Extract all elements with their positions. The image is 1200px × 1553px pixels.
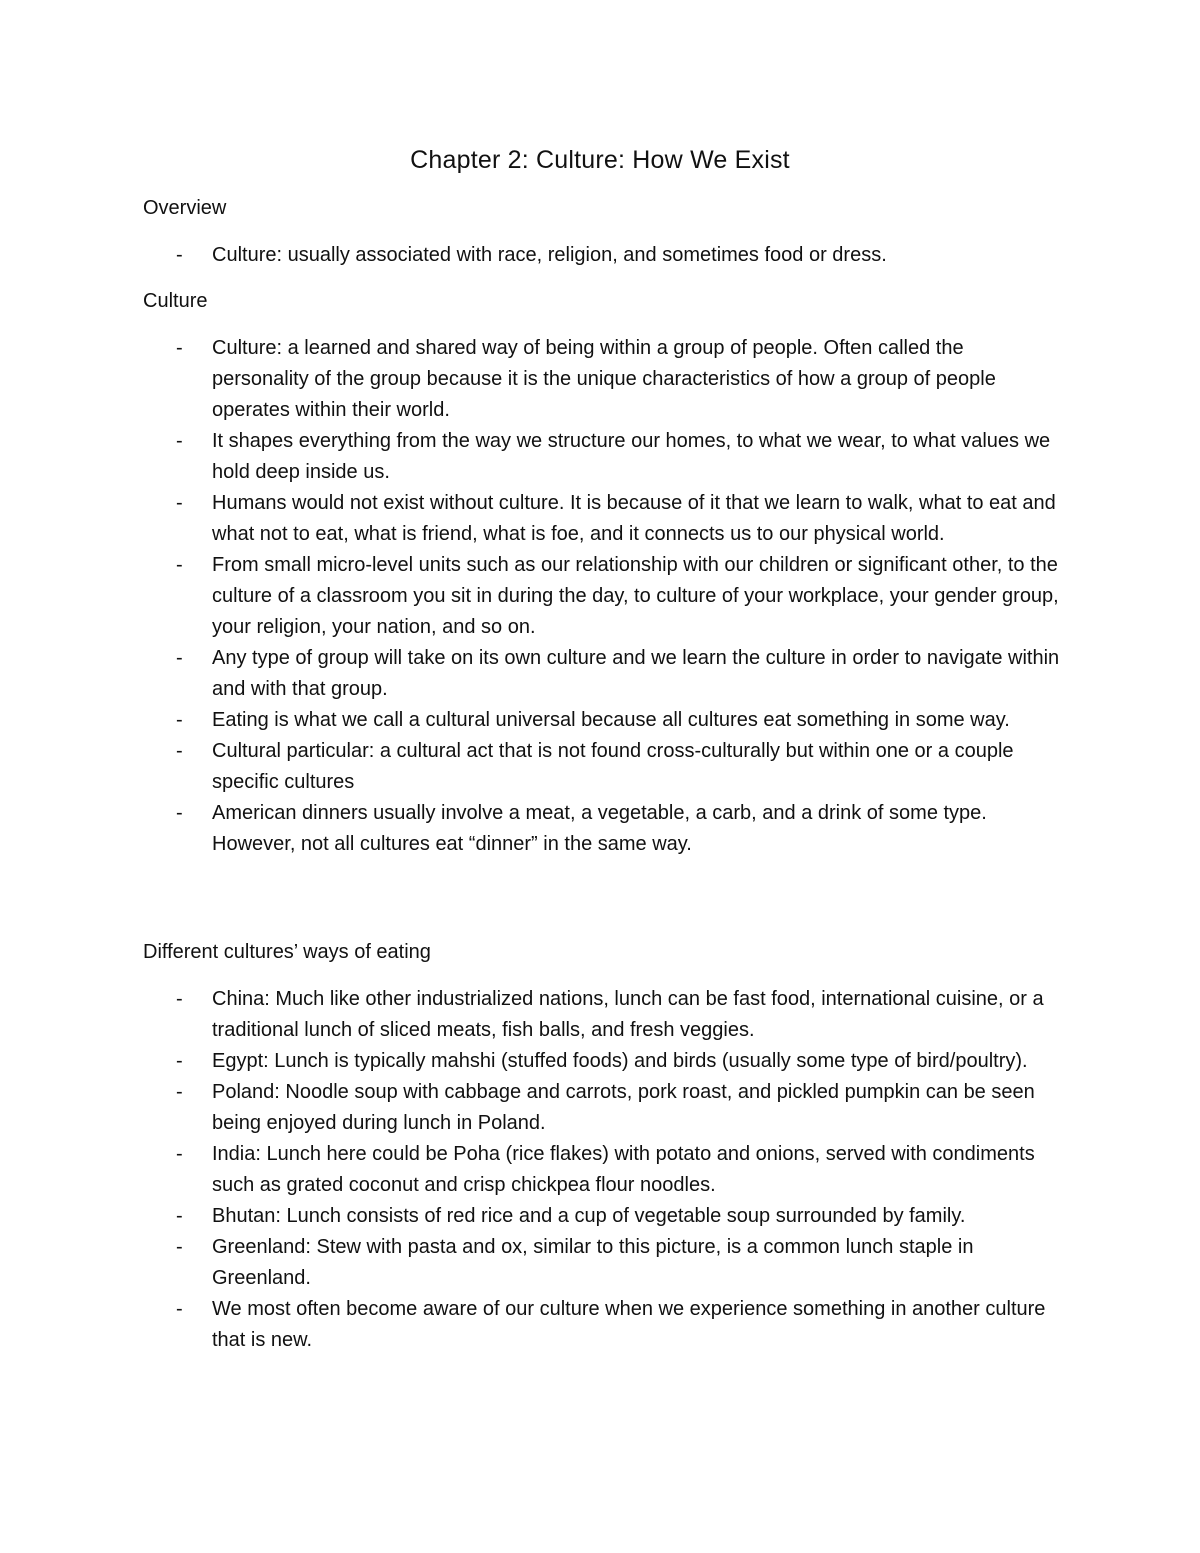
list-item-text: From small micro-level units such as our relationship with our children or significant other, to the culture of a classroom you sit in during the day, to culture of your workplace, your gender group, your religion, your nation, and so on. — [212, 554, 1059, 638]
section-culture — [143, 286, 1063, 860]
section-overview — [143, 193, 1063, 271]
list-item-text: American dinners usually involve a meat, a vegetable, a carb, and a drink of some type. However, not all cultures eat “dinner” in the same way. — [212, 802, 987, 855]
list-item-text: China: Much like other industrialized nations, lunch can be fast food, international cuisine, or a traditional lunch of sliced meats, fish balls, and fresh veggies. — [212, 988, 1044, 1041]
list-item-text: Cultural particular: a cultural act that is not found cross-culturally but within one or a couple specific cultures — [212, 740, 1014, 793]
dash-bullet: - — [176, 244, 183, 266]
list-item — [143, 426, 1063, 488]
list-item — [143, 705, 1063, 736]
section-heading: Different cultures’ ways of eating — [143, 941, 431, 963]
bullet-list — [143, 984, 1063, 1356]
list-item — [143, 1201, 1063, 1232]
dash-bullet: - — [176, 1236, 183, 1258]
list-item — [143, 1046, 1063, 1077]
list-item-text: Any type of group will take on its own culture and we learn the culture in order to navigate within and with that group. — [212, 647, 1060, 700]
list-item — [143, 643, 1063, 705]
list-item — [143, 1139, 1063, 1201]
dash-bullet: - — [176, 802, 183, 824]
list-item — [143, 240, 1063, 271]
list-item — [143, 1077, 1063, 1139]
dash-bullet: - — [176, 1081, 183, 1103]
list-item — [143, 984, 1063, 1046]
list-item-text: Humans would not exist without culture. It is because of it that we learn to walk, what to eat and what not to eat, what is friend, what is foe, and it connects us to our physical world. — [212, 492, 1056, 545]
list-item-text: India: Lunch here could be Poha (rice flakes) with potato and onions, served with condiments such as grated coconut and crisp chickpea flour noodles. — [212, 1143, 1035, 1196]
list-item-text: It shapes everything from the way we structure our homes, to what we wear, to what values we hold deep inside us. — [212, 430, 1051, 483]
list-item-text: We most often become aware of our culture when we experience something in another culture that is new. — [212, 1298, 1046, 1351]
list-item — [143, 488, 1063, 550]
list-item-text: Culture: usually associated with race, religion, and sometimes food or dress. — [212, 244, 887, 266]
list-item-text: Greenland: Stew with pasta and ox, similar to this picture, is a common lunch staple in Greenland. — [212, 1236, 974, 1289]
bullet-list — [143, 333, 1063, 860]
dash-bullet: - — [176, 1143, 183, 1165]
list-item — [143, 1232, 1063, 1294]
list-item-text: Bhutan: Lunch consists of red rice and a cup of vegetable soup surrounded by family. — [212, 1205, 966, 1227]
dash-bullet: - — [176, 492, 183, 514]
dash-bullet: - — [176, 709, 183, 731]
dash-bullet: - — [176, 647, 183, 669]
list-item-text: Egypt: Lunch is typically mahshi (stuffed foods) and birds (usually some type of bird/poultry). — [212, 1050, 1028, 1072]
list-item-text: Culture: a learned and shared way of being within a group of people. Often called the personality of the group because it is the unique characteristics of how a group of people operates within their world. — [212, 337, 996, 421]
section-different-cultures-eating — [143, 937, 1063, 1356]
dash-bullet: - — [176, 740, 183, 762]
dash-bullet: - — [176, 1205, 183, 1227]
bullet-list — [143, 240, 1063, 271]
section-heading: Culture — [143, 290, 208, 312]
dash-bullet: - — [176, 1298, 183, 1320]
list-item — [143, 1294, 1063, 1356]
dash-bullet: - — [176, 554, 183, 576]
dash-bullet: - — [176, 337, 183, 359]
dash-bullet: - — [176, 430, 183, 452]
list-item — [143, 798, 1063, 860]
list-item — [143, 333, 1063, 426]
list-item — [143, 550, 1063, 643]
dash-bullet: - — [176, 1050, 183, 1072]
section-heading: Overview — [143, 197, 227, 219]
list-item-text: Eating is what we call a cultural universal because all cultures eat something in some way. — [212, 709, 1010, 731]
dash-bullet: - — [176, 988, 183, 1010]
list-item — [143, 736, 1063, 798]
list-item-text: Poland: Noodle soup with cabbage and carrots, pork roast, and pickled pumpkin can be seen being enjoyed during lunch in Poland. — [212, 1081, 1035, 1134]
page-title: Chapter 2: Culture: How We Exist — [410, 146, 790, 174]
